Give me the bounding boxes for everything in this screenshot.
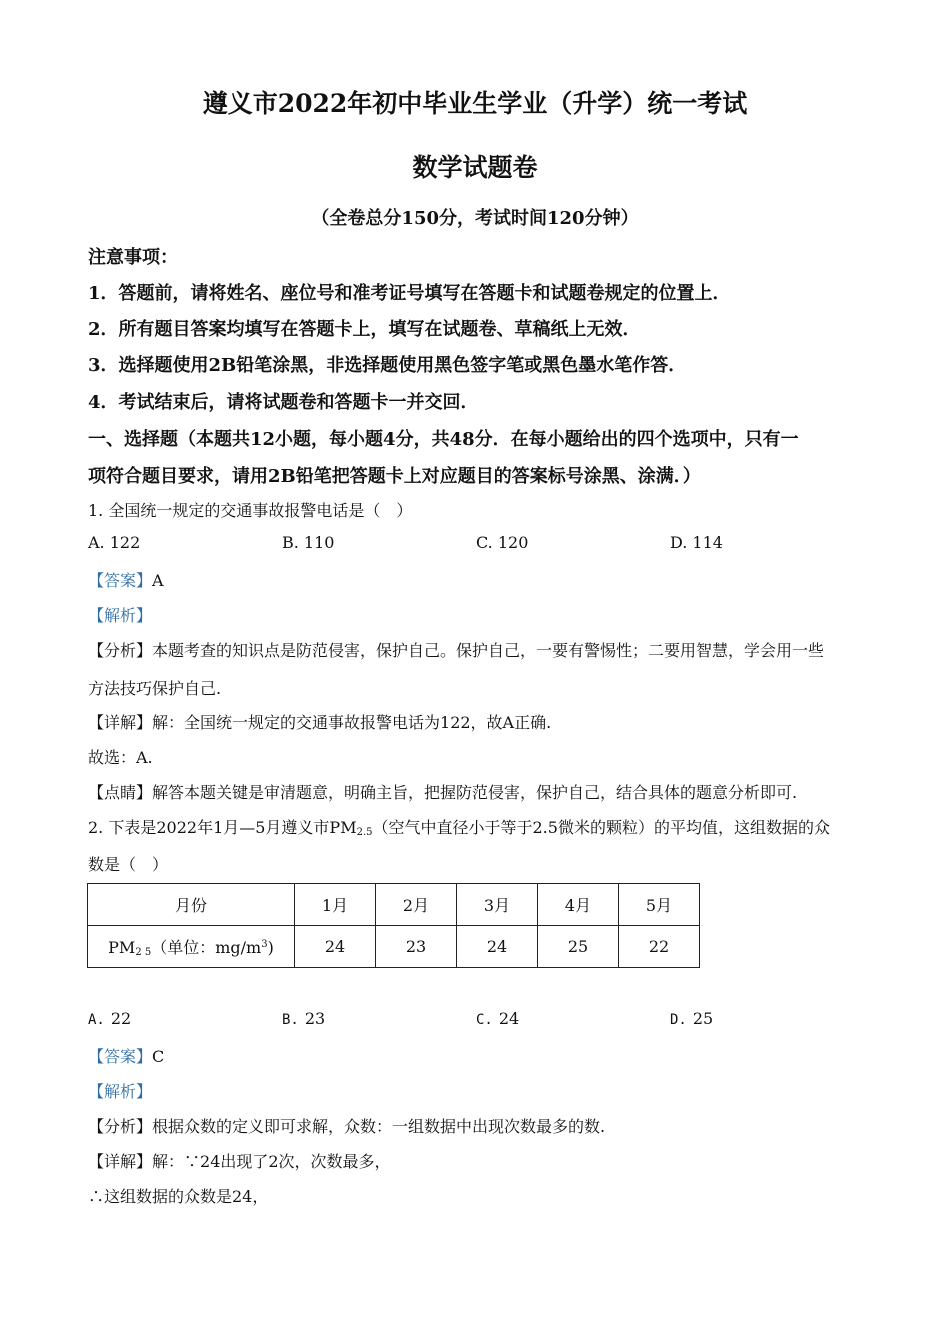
detail-text: 解：全国统一规定的交通事故报警电话为122，故A正确. [152,713,552,732]
analysis-text: 本题考查的知识点是防范侵害，保护自己。保护自己，一要有警惕性；二要用智慧，学会用一些 [152,641,825,660]
table-header-cell: 月份 [88,884,295,926]
comment-text: 解答本题关键是审清题意，明确主旨，把握防范侵害，保护自己，结合具体的题意分析即可. [152,783,798,802]
answer-value: A [152,571,164,590]
table-cell: 22 [619,926,700,968]
q2-option-d [670,1009,713,1028]
q2-jiexi-tag: 【解析】 [88,1082,153,1101]
detail-tag: 【详解】 [88,713,153,732]
exam-title: 遵义市2022年初中毕业生学业（升学）统一考试 [202,89,748,118]
q1-analysis-cont: 方法技巧保护自己. [88,679,222,698]
question-2-stem-cont: 数是（ ） [88,855,169,874]
comment-tag: 【点睛】 [88,783,153,802]
stem-subscript: 2.5 [356,827,373,838]
stem-part: 2. 下表是2022年1月—5月遵义市PM [88,818,357,837]
notice-item: 4．考试结束后，请将试题卷和答题卡一并交回． [88,392,479,413]
table-row [88,926,700,968]
option-value: 24 [498,1009,520,1028]
answer-tag: 【答案】 [88,571,153,590]
table-row [88,884,700,926]
question-2-stem [88,815,830,838]
analysis-tag: 【分析】 [88,641,153,660]
notice-item: 3．选择题使用2B铅笔涂黑，非选择题使用黑色签字笔或黑色墨水笔作答． [88,355,687,376]
detail-text: 解：∵24出现了2次，次数最多， [152,1152,391,1171]
q1-option-a: A. 122 [88,533,141,552]
q1-option-d: D. 114 [670,533,723,552]
table-header-cell: 1月 [295,884,376,926]
table-cell: 24 [457,926,538,968]
q2-option-b [282,1009,325,1028]
q1-jiexi-tag: 【解析】 [88,606,153,625]
table-cell: 25 [538,926,619,968]
q1-analysis [88,638,824,661]
q1-comment [88,780,797,803]
q1-option-c: C. 120 [476,533,529,552]
question-1-stem: 1. 全国统一规定的交通事故报警电话是（ ） [88,501,413,520]
option-value: 25 [692,1009,714,1028]
notice-heading: 注意事项： [88,247,178,268]
q1-detail [88,710,551,733]
notice-item: 1．答题前，请将姓名、座位号和准考证号填写在答题卡和试题卷规定的位置上． [88,283,731,304]
notice-item: 2．所有题目答案均填写在答题卡上，填写在试题卷、草稿纸上无效． [88,319,641,340]
stem-part: （空气中直径小于等于2.5微米的颗粒）的平均值，这组数据的众 [372,818,830,837]
option-letter: B. [282,1012,299,1028]
answer-value: C [152,1047,165,1066]
analysis-text: 根据众数的定义即可求解，众数：一组数据中出现次数最多的数. [152,1117,606,1136]
q1-option-b: B. 110 [282,533,335,552]
option-letter: C. [476,1012,493,1028]
option-value: 22 [110,1009,132,1028]
option-value: 23 [304,1009,326,1028]
label-superscript: 3 [261,939,268,950]
table-cell: 23 [376,926,457,968]
label-part: ) [267,938,274,957]
q2-answer [88,1044,164,1067]
table-header-cell: 5月 [619,884,700,926]
section-heading-cont: 项符合题目要求，请用2B铅笔把答题卡上对应题目的答案标号涂黑、涂满．） [88,466,701,487]
option-letter: D. [670,1012,687,1028]
table-cell: 24 [295,926,376,968]
q2-detail [88,1149,391,1172]
table-header-cell: 2月 [376,884,457,926]
answer-tag: 【答案】 [88,1047,153,1066]
pm25-table [87,883,700,968]
q2-option-c [476,1009,519,1028]
table-header-cell: 3月 [457,884,538,926]
section-heading: 一、选择题（本题共12小题，每小题4分，共48分．在每小题给出的四个选项中，只有一 [88,429,799,450]
q1-choice: 故选：A. [88,748,153,767]
exam-note: （全卷总分150分，考试时间120分钟） [311,208,639,229]
q2-option-a [88,1009,131,1028]
label-part: （单位：mg/m [151,938,262,957]
label-subscript: 2 5 [135,947,152,958]
table-header-cell: 4月 [538,884,619,926]
q1-answer [88,568,164,591]
exam-subtitle: 数学试题卷 [412,153,538,182]
table-row-label [88,926,295,968]
q2-analysis [88,1114,605,1137]
label-part: PM [108,938,136,957]
q2-conclusion: ∴这组数据的众数是24， [88,1187,269,1206]
detail-tag: 【详解】 [88,1152,153,1171]
option-letter: A. [88,1012,105,1028]
analysis-tag: 【分析】 [88,1117,153,1136]
